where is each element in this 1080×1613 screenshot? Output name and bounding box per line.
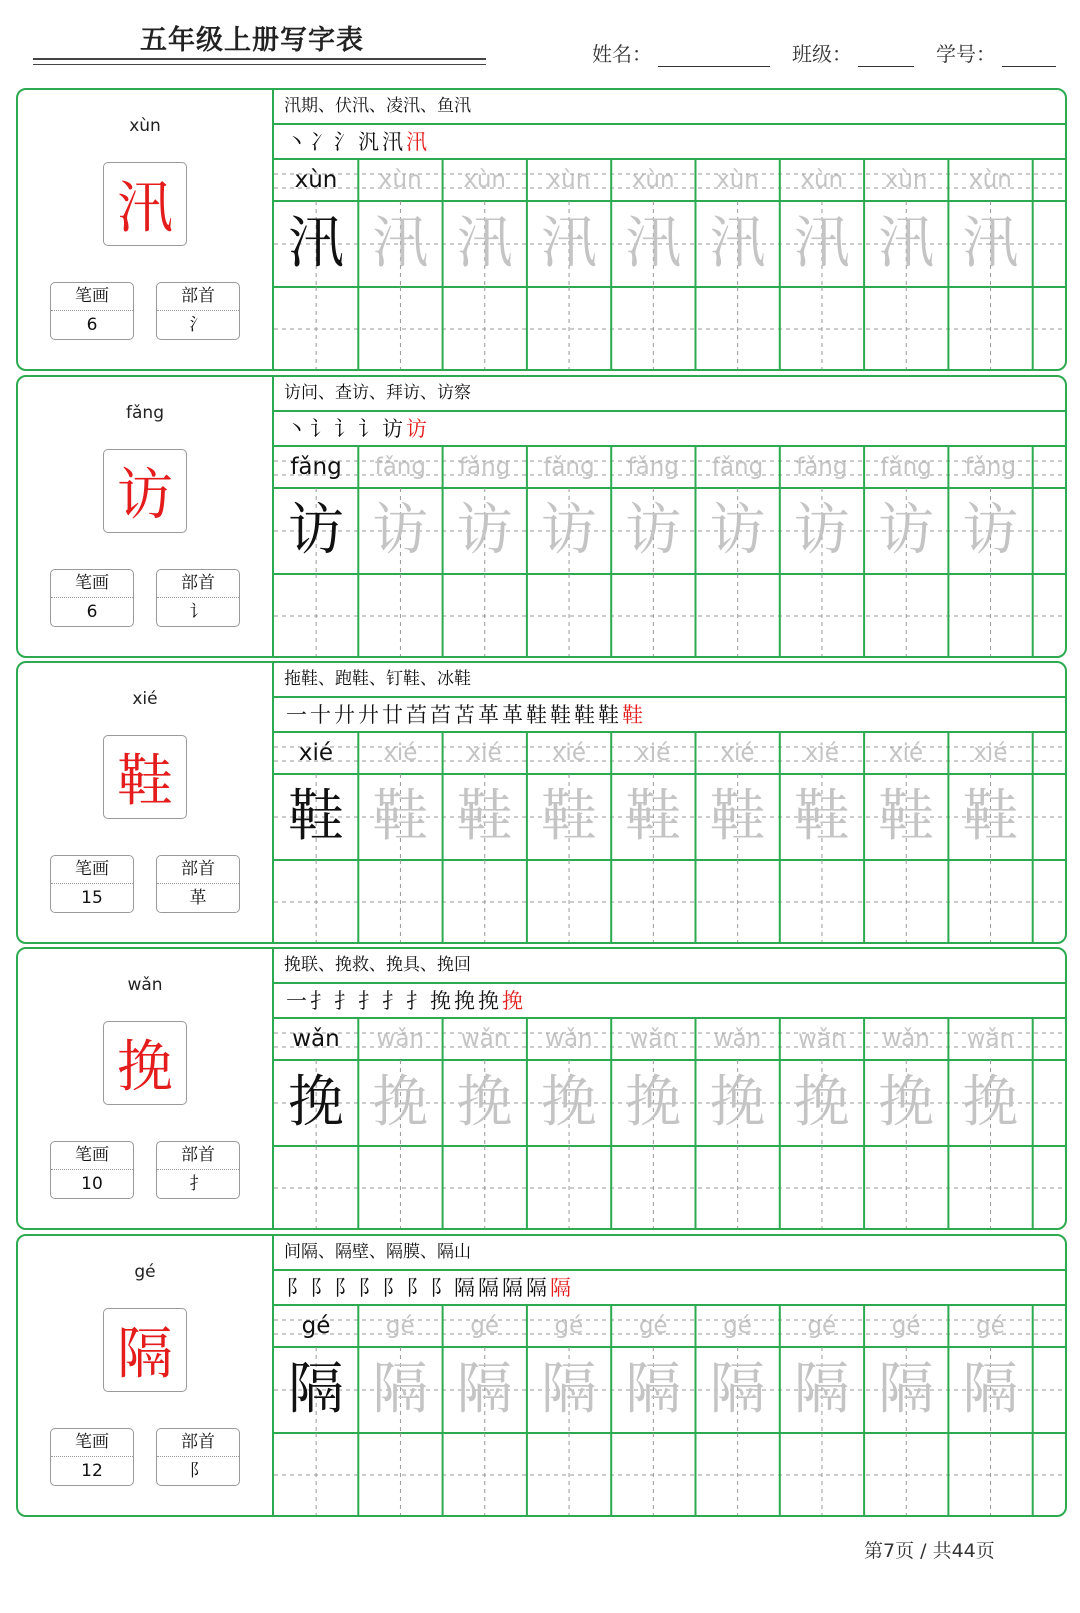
- character-trace: 访: [793, 498, 850, 563]
- character-trace: 汛: [625, 211, 682, 276]
- character-trace: 访: [456, 498, 513, 563]
- stroke-count-label: 笔画: [51, 283, 133, 311]
- character-pinyin: gé: [134, 1262, 156, 1282]
- pinyin-trace: wǎn: [713, 1026, 762, 1052]
- character-card: [16, 88, 1067, 371]
- pinyin-trace: gé: [385, 1313, 415, 1339]
- writing-grid[interactable]: [274, 733, 1065, 942]
- pinyin-trace: xié: [383, 740, 418, 766]
- character-trace: 访: [962, 498, 1019, 563]
- character-trace: 挽: [709, 1070, 766, 1135]
- stroke-step: 阝: [406, 1275, 427, 1300]
- radical-value: 讠: [189, 602, 207, 622]
- character-info-panel: [18, 949, 274, 1228]
- stroke-count-label: 笔画: [51, 570, 133, 598]
- practice-panel: [274, 663, 1065, 942]
- character-model: 隔: [288, 1357, 344, 1422]
- pinyin-trace: xié: [973, 740, 1008, 766]
- student-id-label: 学号：: [936, 42, 996, 66]
- character-trace: 挽: [456, 1070, 513, 1135]
- character-info-panel: [18, 663, 274, 942]
- character-trace: 鞋: [709, 784, 766, 849]
- pinyin-trace: xié: [551, 740, 586, 766]
- student-id-blank[interactable]: [1002, 44, 1056, 67]
- radical-label: 部首: [157, 1142, 239, 1170]
- stroke-step: 十: [310, 702, 331, 727]
- page-number: 第7页 / 共44页: [864, 1540, 995, 1562]
- character-card: [16, 661, 1067, 944]
- pinyin-trace: xié: [636, 740, 671, 766]
- stroke-step: 阝: [382, 1275, 403, 1300]
- character-trace: 鞋: [540, 784, 597, 849]
- character-trace: 汛: [878, 211, 935, 276]
- stroke-count-value: 6: [86, 315, 98, 335]
- stroke-step: 汛: [406, 129, 427, 154]
- pinyin-trace: fǎng: [711, 454, 764, 480]
- character-pinyin: xié: [132, 689, 158, 709]
- character-trace: 挽: [372, 1070, 429, 1135]
- title-underline: [33, 58, 486, 60]
- character-trace: 挽: [962, 1070, 1019, 1135]
- character-trace: 鞋: [962, 784, 1019, 849]
- stroke-step: 挽: [430, 988, 451, 1013]
- stroke-step: 扌: [382, 988, 403, 1013]
- pinyin-trace: fǎng: [880, 454, 932, 480]
- stroke-step: 扌: [406, 988, 427, 1013]
- character-model: 访: [288, 498, 344, 563]
- name-blank[interactable]: [658, 44, 770, 67]
- practice-panel: [274, 90, 1065, 369]
- stroke-step: 挽: [502, 988, 523, 1013]
- character-trace: 访: [372, 498, 429, 563]
- pinyin-model: wǎn: [292, 1026, 340, 1052]
- pinyin-trace: wǎn: [545, 1026, 593, 1052]
- pinyin-trace: xùn: [547, 167, 591, 193]
- pinyin-trace: gé: [470, 1313, 499, 1339]
- character-trace: 隔: [878, 1357, 935, 1422]
- pinyin-trace: gé: [807, 1313, 837, 1339]
- character-trace: 访: [878, 498, 935, 563]
- stroke-step: 访: [406, 416, 427, 441]
- pinyin-trace: wǎn: [966, 1026, 1015, 1052]
- stroke-step: 讠: [334, 416, 355, 441]
- pinyin-model: xié: [298, 740, 334, 766]
- character-trace: 汛: [372, 211, 429, 276]
- radical-value: 氵: [189, 315, 207, 335]
- writing-grid[interactable]: [274, 160, 1065, 369]
- stroke-step: 一: [286, 988, 307, 1013]
- character-trace: 隔: [540, 1357, 597, 1422]
- character-pinyin: wǎn: [127, 975, 163, 995]
- pinyin-trace: gé: [638, 1313, 668, 1339]
- stroke-step: 汛: [382, 129, 403, 154]
- pinyin-trace: fǎng: [543, 454, 595, 480]
- stroke-step: 访: [382, 416, 403, 441]
- character-card: [16, 947, 1067, 1230]
- character-trace: 汛: [962, 211, 1019, 276]
- character-display: 挽: [103, 1021, 187, 1105]
- character-trace: 汛: [793, 211, 850, 276]
- stroke-count-box: [50, 569, 134, 627]
- pinyin-trace: gé: [891, 1313, 921, 1339]
- stroke-step: 讠: [310, 416, 331, 441]
- word-examples: 访问、查访、拜访、访察: [274, 377, 1065, 412]
- character-trace: 鞋: [793, 784, 850, 849]
- stroke-order: [274, 696, 1065, 733]
- pinyin-trace: xùn: [716, 167, 759, 193]
- stroke-step: 扌: [310, 988, 331, 1013]
- radical-label: 部首: [157, 283, 239, 311]
- stroke-step: 阝: [358, 1275, 379, 1300]
- pinyin-trace: gé: [554, 1313, 584, 1339]
- character-model: 鞋: [288, 784, 344, 849]
- stroke-count-label: 笔画: [51, 1429, 133, 1457]
- student-fields: [592, 38, 1056, 67]
- character-trace: 挽: [540, 1070, 597, 1135]
- stroke-step: 鞋: [574, 702, 595, 727]
- pinyin-trace: wǎn: [798, 1026, 846, 1052]
- pinyin-trace: gé: [976, 1313, 1005, 1339]
- character-display: 访: [103, 449, 187, 533]
- pinyin-trace: xié: [720, 740, 755, 766]
- stroke-order: [274, 123, 1065, 160]
- word-examples: 间隔、隔壁、隔膜、隔山: [274, 1236, 1065, 1271]
- writing-grid[interactable]: [274, 1019, 1065, 1228]
- stroke-order: [274, 982, 1065, 1019]
- stroke-count-value: 10: [81, 1174, 103, 1194]
- character-trace: 隔: [793, 1357, 850, 1422]
- radical-label: 部首: [157, 1429, 239, 1457]
- character-trace: 汛: [456, 211, 513, 276]
- pinyin-trace: xùn: [884, 167, 928, 193]
- character-trace: 挽: [625, 1070, 682, 1135]
- pinyin-trace: xùn: [631, 167, 675, 193]
- character-trace: 访: [540, 498, 597, 563]
- character-display: 鞋: [103, 735, 187, 819]
- character-trace: 鞋: [625, 784, 682, 849]
- stroke-step: 鞋: [622, 702, 643, 727]
- word-examples: 拖鞋、跑鞋、钉鞋、冰鞋: [274, 663, 1065, 698]
- radical-box: [156, 1428, 240, 1486]
- stroke-step: 丶: [286, 416, 307, 441]
- stroke-step: 鞋: [526, 702, 547, 727]
- title-underline-thin: [33, 64, 486, 65]
- stroke-step: 阝: [334, 1275, 355, 1300]
- pinyin-trace: fǎng: [964, 454, 1017, 480]
- practice-panel: [274, 377, 1065, 656]
- stroke-step: 汎: [358, 129, 379, 154]
- radical-label: 部首: [157, 856, 239, 884]
- pinyin-trace: fǎng: [458, 454, 511, 480]
- pinyin-trace: xié: [467, 740, 502, 766]
- radical-box: [156, 855, 240, 913]
- stroke-step: 扌: [358, 988, 379, 1013]
- character-card: [16, 375, 1067, 658]
- writing-grid[interactable]: [274, 1306, 1065, 1515]
- stroke-step: 讠: [358, 416, 379, 441]
- character-trace: 汛: [709, 211, 766, 276]
- stroke-step: 挽: [478, 988, 499, 1013]
- stroke-step: 隔: [454, 1275, 475, 1300]
- character-display: 汛: [103, 162, 187, 246]
- stroke-step: 鞋: [550, 702, 571, 727]
- radical-label: 部首: [157, 570, 239, 598]
- stroke-step: 丶: [286, 129, 307, 154]
- character-trace: 鞋: [372, 784, 429, 849]
- pinyin-trace: fǎng: [374, 454, 426, 480]
- character-trace: 隔: [372, 1357, 429, 1422]
- stroke-step: 革: [502, 702, 523, 727]
- pinyin-trace: gé: [723, 1313, 752, 1339]
- stroke-order: [274, 410, 1065, 447]
- character-pinyin: fǎng: [126, 403, 164, 423]
- character-info-panel: [18, 1236, 274, 1515]
- stroke-count-box: [50, 1141, 134, 1199]
- stroke-step: 一: [286, 702, 307, 727]
- stroke-step: 革: [478, 702, 499, 727]
- stroke-step: 阝: [286, 1275, 307, 1300]
- stroke-count-label: 笔画: [51, 856, 133, 884]
- stroke-step: 隔: [526, 1275, 547, 1300]
- character-card: [16, 1234, 1067, 1517]
- character-trace: 访: [709, 498, 766, 563]
- stroke-step: 鞋: [598, 702, 619, 727]
- stroke-step: 廾: [358, 702, 379, 727]
- character-trace: 隔: [456, 1357, 513, 1422]
- stroke-step: 廿: [382, 702, 403, 727]
- stroke-step: 阝: [430, 1275, 451, 1300]
- page-title: 五年级上册写字表: [140, 25, 364, 56]
- character-trace: 汛: [540, 211, 597, 276]
- pinyin-trace: xié: [804, 740, 839, 766]
- pinyin-model: fǎng: [290, 454, 342, 480]
- character-trace: 访: [625, 498, 682, 563]
- character-info-panel: [18, 90, 274, 369]
- pinyin-trace: wǎn: [376, 1026, 425, 1052]
- pinyin-trace: wǎn: [460, 1026, 509, 1052]
- pinyin-model: gé: [301, 1313, 331, 1339]
- character-model: 挽: [288, 1070, 344, 1135]
- pinyin-trace: fǎng: [796, 454, 848, 480]
- character-trace: 挽: [793, 1070, 850, 1135]
- stroke-count-value: 6: [86, 602, 98, 622]
- stroke-count-box: [50, 282, 134, 340]
- character-trace: 隔: [709, 1357, 766, 1422]
- stroke-count-value: 15: [81, 888, 103, 908]
- name-label: 姓名：: [592, 42, 652, 66]
- character-trace: 隔: [962, 1357, 1019, 1422]
- stroke-order: [274, 1269, 1065, 1306]
- stroke-step: 阝: [310, 1275, 331, 1300]
- stroke-step: 廾: [334, 702, 355, 727]
- character-trace: 鞋: [456, 784, 513, 849]
- radical-value: 阝: [189, 1461, 207, 1481]
- writing-grid[interactable]: [274, 447, 1065, 656]
- pinyin-trace: fǎng: [627, 454, 679, 480]
- pinyin-trace: xùn: [969, 167, 1012, 193]
- character-trace: 挽: [878, 1070, 935, 1135]
- character-trace: 鞋: [878, 784, 935, 849]
- character-trace: 隔: [625, 1357, 682, 1422]
- stroke-count-box: [50, 855, 134, 913]
- stroke-step: 冫: [310, 129, 331, 154]
- stroke-step: 隔: [478, 1275, 499, 1300]
- class-blank[interactable]: [858, 44, 914, 67]
- stroke-count-box: [50, 1428, 134, 1486]
- radical-value: 扌: [189, 1174, 207, 1194]
- stroke-step: 苩: [406, 702, 427, 727]
- word-examples: 挽联、挽救、挽具、挽回: [274, 949, 1065, 984]
- pinyin-trace: wǎn: [629, 1026, 677, 1052]
- practice-panel: [274, 949, 1065, 1228]
- pinyin-trace: xùn: [463, 167, 506, 193]
- stroke-step: 挽: [454, 988, 475, 1013]
- pinyin-model: xùn: [294, 167, 338, 193]
- character-model: 汛: [288, 211, 344, 276]
- character-display: 隔: [103, 1308, 187, 1392]
- stroke-count-label: 笔画: [51, 1142, 133, 1170]
- practice-panel: [274, 1236, 1065, 1515]
- stroke-step: 氵: [334, 129, 355, 154]
- radical-box: [156, 1141, 240, 1199]
- word-examples: 汛期、伏汛、凌汛、鱼汛: [274, 90, 1065, 125]
- stroke-count-value: 12: [81, 1461, 103, 1481]
- radical-value: 革: [189, 888, 207, 908]
- stroke-step: 苩: [430, 702, 451, 727]
- class-label: 班级：: [792, 42, 852, 66]
- radical-box: [156, 282, 240, 340]
- pinyin-trace: xùn: [800, 167, 844, 193]
- stroke-step: 隔: [550, 1275, 571, 1300]
- pinyin-trace: xié: [889, 740, 924, 766]
- pinyin-trace: xùn: [378, 167, 422, 193]
- stroke-step: 苫: [454, 702, 475, 727]
- stroke-step: 扌: [334, 988, 355, 1013]
- character-info-panel: [18, 377, 274, 656]
- pinyin-trace: wǎn: [882, 1026, 930, 1052]
- radical-box: [156, 569, 240, 627]
- stroke-step: 隔: [502, 1275, 523, 1300]
- character-pinyin: xùn: [129, 116, 161, 136]
